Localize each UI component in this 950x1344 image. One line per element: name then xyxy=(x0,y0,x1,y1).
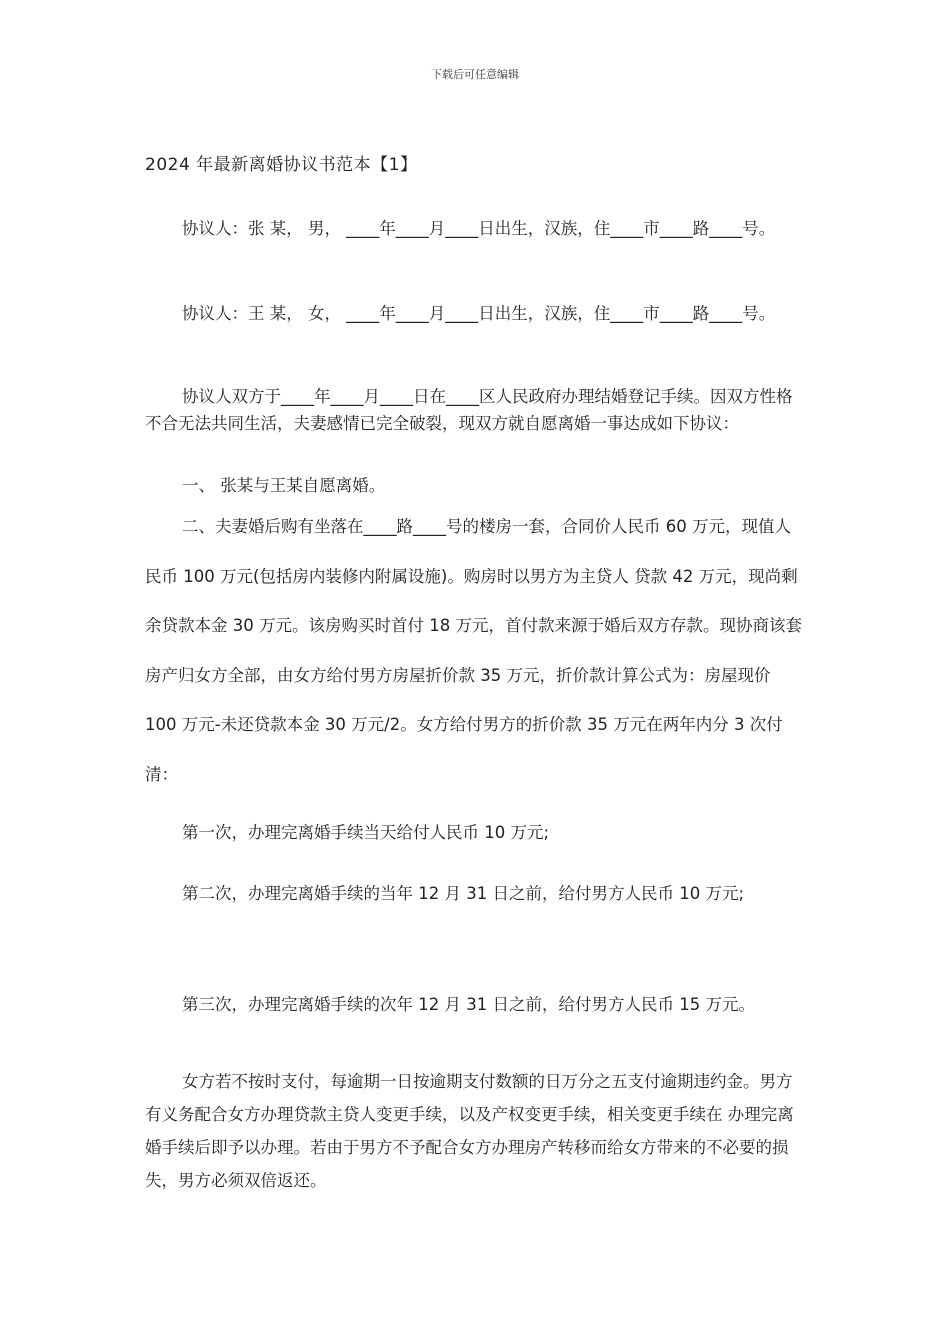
clause-two: 二、夫妻婚后购有坐落在____路____号的楼房一套，合同价人民币 60 万元，现值人民币 100 万元(包括房内装修内附属设施)。购房时以男方为主贷人 贷款 42 万元，现尚剩余贷款本金 30 万元。该房购买时首付 18 万元，首付款来源于婚后双方存款。现协商该套房产归女方全部，由女方给付男方房屋折价款 35 万元，折价款计算公式为：房屋现价 100 万元-未还贷款本金 30 万元/2。女方给付男方的折价款 35 万元在两年内分 3 次付清： xyxy=(145,517,802,784)
payment-first: 第一次，办理完离婚手续当天给付人民币 10 万元; xyxy=(182,823,550,842)
document-title: 2024 年最新离婚协议书范本【1】 xyxy=(145,155,418,175)
party-one-paragraph: 协议人：张 某， 男， ____年____月____日出生，汉族，住____市____路____号。 xyxy=(182,219,776,238)
payment-second: 第二次，办理完离婚手续的当年 12 月 31 日之前，给付男方人民币 10 万元; xyxy=(182,884,745,903)
payment-third: 第三次，办理完离婚手续的次年 12 月 31 日之前，给付男方人民币 15 万元。 xyxy=(182,995,755,1014)
clause-one: 一、 张某与王某自愿离婚。 xyxy=(182,476,386,495)
penalty-paragraph: 女方若不按时支付，每逾期一日按逾期支付数额的日万分之五支付逾期违约金。男方有义务配合女方办理贷款主贷人变更手续，以及产权变更手续，相关变更手续在 办理完离婚手续后即予以办理。若由于男方不予配合女方办理房产转移而给女方带来的不必要的损失，男方必须双倍返还。 xyxy=(145,1072,794,1190)
background-paragraph: 协议人双方于____年____月____日在____区人民政府办理结婚登记手续。因双方性格不合无法共同生活，夫妻感情已完全破裂，现双方就自愿离婚一事达成如下协议： xyxy=(145,387,793,433)
party-two-paragraph: 协议人：王 某， 女， ____年____月____日出生，汉族，住____市____路____号。 xyxy=(182,304,776,323)
page-header: 下载后可任意编辑 xyxy=(431,68,519,81)
